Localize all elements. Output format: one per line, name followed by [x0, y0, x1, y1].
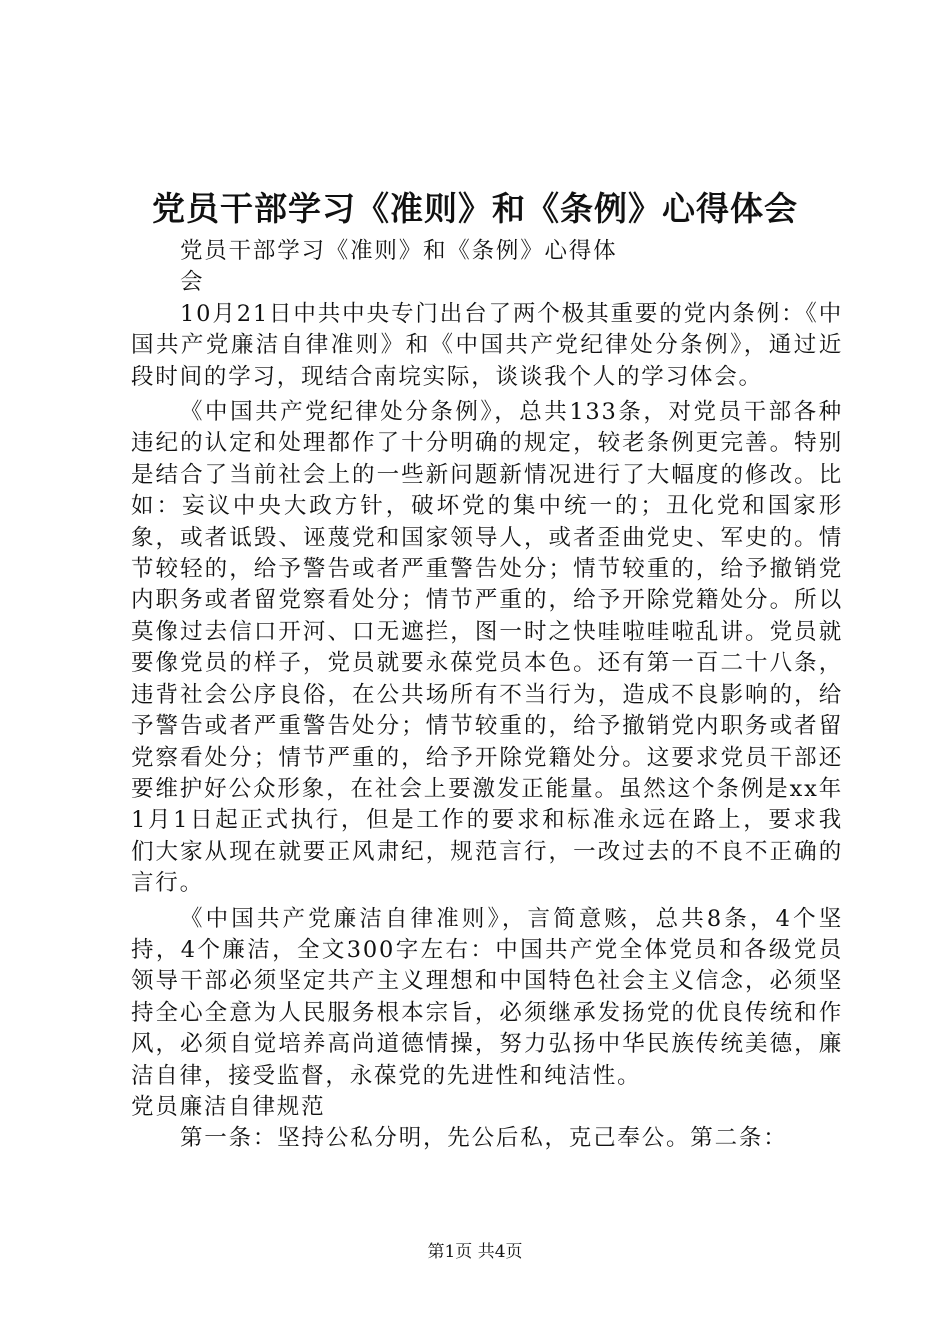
section-label: 党员廉洁自律规范 — [131, 1093, 326, 1120]
document-body — [131, 236, 843, 1155]
page-indicator: 第1页 共4页 — [427, 1242, 523, 1262]
paragraph-intro: 10月21日中共中央专门出台了两个极其重要的党内条例：《中国共产党廉洁自律准则》和《中国共产党纪律处分条例》，通过近段时间的学习，现结合南垸实际，谈谈我个人的学习体会。 — [131, 300, 843, 390]
paragraph-articles: 第一条：坚持公私分明，先公后私，克己奉公。第二条： — [180, 1125, 788, 1152]
document-subtitle: 党员干部学习《准则》和《条例》心得体会 — [180, 238, 618, 296]
document-title: 党员干部学习《准则》和《条例》心得体会 — [152, 189, 798, 228]
paragraph-discipline-regulation: 《中国共产党纪律处分条例》，总共133条，对党员干部各种违纪的认定和处理都作了十分明确的规定，较老条例更完善。特别是结合了当前社会上的一些新问题新情况进行了大幅度的修改。比如：妄议中央大政方针，破坏党的集中统一的；丑化党和国家形象，或者诋毁、诬蔑党和国家领导人，或者歪曲党史、军史的。情节较轻的，给予警告或者严重警告处分；情节较重的，给予撤销党内职务或者留党察看处分；情节严重的，给予开除党籍处分。所以莫像过去信口开河、口无遮拦，图一时之快哇啦哇啦乱讲。党员就要像党员的样子，党员就要永葆党员本色。还有第一百二十八条，违背社会公序良俗，在公共场所有不当行为，造成不良影响的，给予警告或者严重警告处分；情节较重的，给予撤销党内职务或者留党察看处分；情节严重的，给予开除党籍处分。这要求党员干部还要维护好公众形象，在社会上要激发正能量。虽然这个条例是xx年1月1日起正式执行，但是工作的要求和标准永远在路上，要求我们大家从现在就要正风肃纪，规范言行，一改过去的不良不正确的言行。 — [131, 399, 843, 897]
paragraph-integrity-code: 《中国共产党廉洁自律准则》，言简意赅，总共8条，4个坚持，4个廉洁，全文300字左右：中国共产党全体党员和各级党员领导干部必须坚定共产主义理想和中国特色社会主义信念，必须坚持全心全意为人民服务根本宗旨，必须继承发扬党的优良传统和作风，必须自觉培养高尚道德情操，努力弘扬中华民族传统美德，廉洁自律，接受监督，永葆党的先进性和纯洁性。 — [131, 905, 843, 1089]
